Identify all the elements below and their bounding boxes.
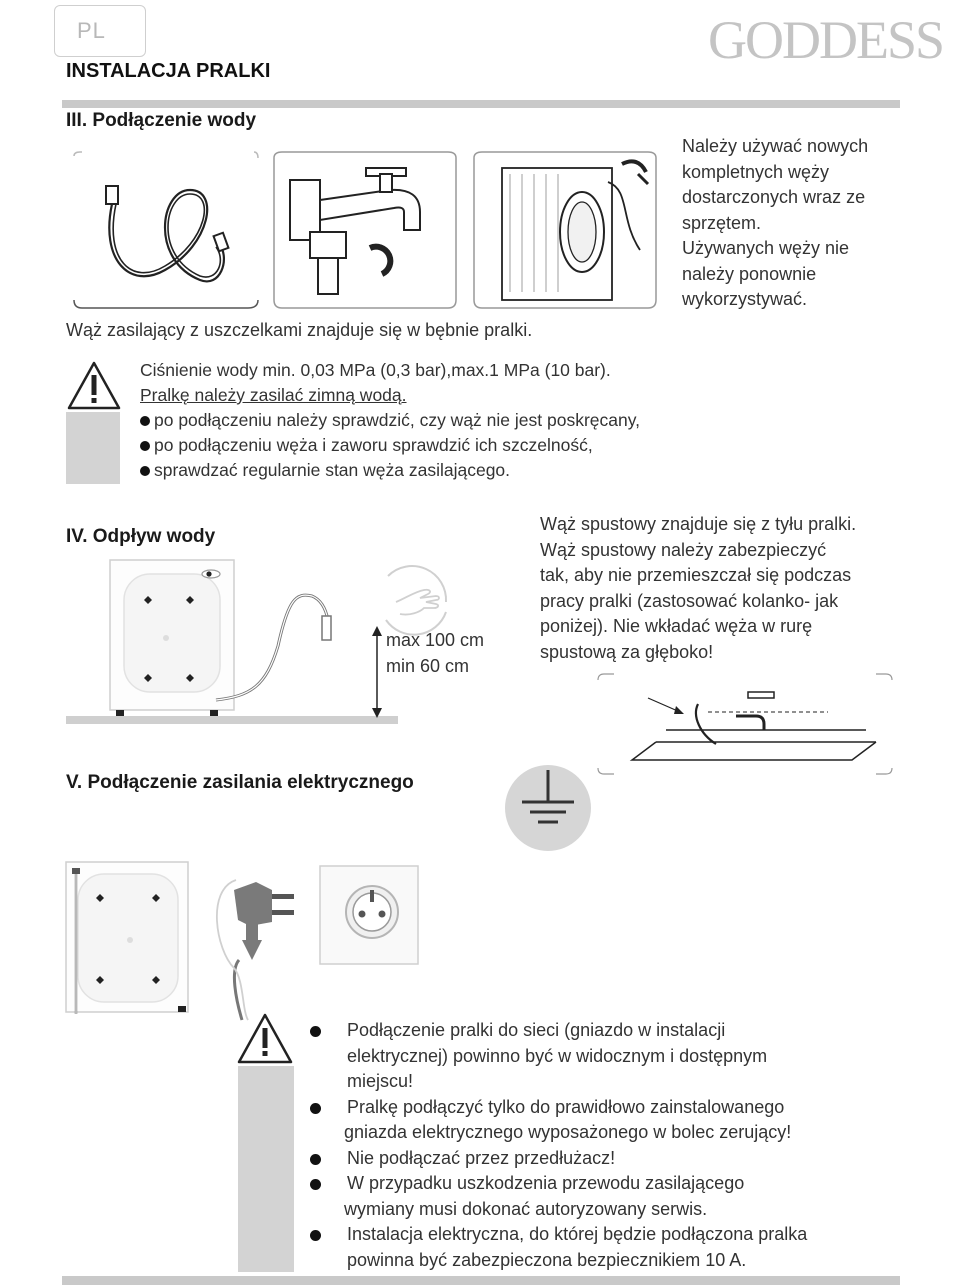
section-heading-drain: IV. Odpływ wody — [66, 526, 216, 547]
pressure-text: Ciśnienie wody min. 0,03 MPa (0,3 bar),max.1 MPa (10 bar). — [140, 360, 611, 380]
language-tab: PL — [54, 5, 146, 57]
hose-side-note: Należy używać nowych kompletnych węży dostarczonych wraz ze sprzętem. Używanych węży nie należy ponownie wykorzystywać. — [682, 136, 869, 309]
svg-text:GODDESS: GODDESS — [708, 10, 944, 70]
warning-bullets — [140, 408, 640, 483]
list-item: Nie podłączać przez przedłużacz! — [310, 1146, 910, 1172]
cold-water-text: Pralkę należy zasilać zimną wodą. — [140, 385, 407, 405]
warning-text — [140, 358, 640, 483]
list-item: Pralkę podłączyć tylko do prawidłowo zainstalowanego gniazda elektrycznego wyposażonego w bolec zerujący! — [310, 1095, 910, 1146]
list-item: po podłączeniu należy sprawdzić, czy wąż nie jest poskręcany, — [140, 408, 640, 433]
tap-illustration — [270, 150, 460, 310]
height-min: min 60 cm — [386, 655, 470, 676]
height-max: max 100 cm — [386, 630, 485, 650]
section-heading-electrical: V. Podłączenie zasilania elektrycznego — [66, 772, 414, 793]
footer-bar — [62, 1276, 900, 1285]
machine-back-illustration — [470, 150, 660, 310]
list-item: sprawdzać regularnie stan węża zasilającego. — [140, 458, 640, 483]
page-title: INSTALACJA PRALKI — [66, 60, 271, 82]
header-divider — [62, 100, 900, 108]
electrical-requirements-list — [310, 1018, 910, 1273]
section-heading-water: III. Podłączenie wody — [66, 110, 257, 131]
drain-illustration — [66, 556, 406, 726]
goddess-logo — [708, 6, 944, 70]
ground-symbol-icon — [504, 764, 592, 852]
list-item: Podłączenie pralki do sieci (gniazdo w instalacji elektrycznej) powinno być w widocznym i dostępnym miejscu! — [310, 1018, 910, 1095]
drain-note: Wąż spustowy znajduje się z tyłu pralki. Wąż spustowy należy zabezpieczyć tak, aby nie przemieszczał się podczas pracy pralki (zastosować kolanko- jak poniżej). Nie wkładać węża w rurę spustową za głęboko! — [540, 514, 857, 662]
warning-bar — [66, 412, 120, 484]
list-item: W przypadku uszkodzenia przewodu zasilającego wymiany musi dokonać autoryzowany serwis. — [310, 1171, 910, 1222]
list-item: Instalacja elektryczna, do której będzie podłączona pralka powinna być zabezpieczona bezpiecznikiem 10 A. — [310, 1222, 910, 1273]
hand-icon — [380, 572, 452, 628]
sink-illustration — [596, 672, 894, 776]
hose-illustration — [70, 150, 260, 310]
warning-triangle-icon — [236, 1012, 294, 1066]
drain-height-labels — [386, 628, 484, 679]
list-item: po podłączeniu węża i zaworu sprawdzić ich szczelność, — [140, 433, 640, 458]
electrical-warning-bar — [238, 1066, 294, 1272]
warning-triangle-icon — [66, 360, 122, 412]
power-illustration — [66, 860, 446, 1020]
hose-caption: Wąż zasilający z uszczelkami znajduje się w bębnie pralki. — [66, 320, 533, 340]
